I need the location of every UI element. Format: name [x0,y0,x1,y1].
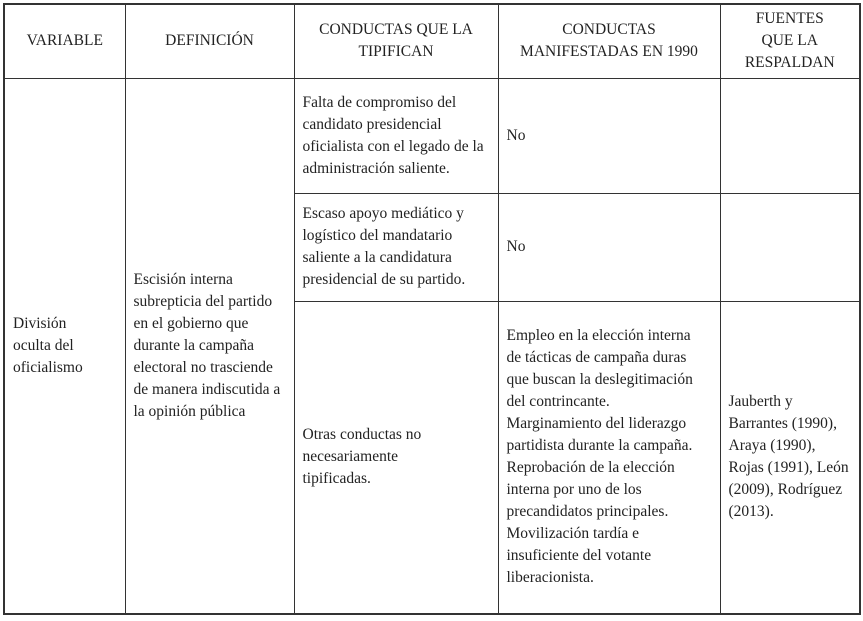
cell-conducta: Falta de compromiso del candidato presidencial oficialista con el legado de la administración saliente. [294,78,498,193]
header-definicion: DEFINICIÓN [125,4,294,78]
cell-conducta: Escaso apoyo mediático y logístico del mandatario saliente a la candidatura presidencial de su partido. [294,193,498,301]
header-fuentes: FUENTES QUE LA RESPALDAN [720,4,860,78]
cell-manifestada: No [498,78,720,193]
cell-fuentes [720,78,860,193]
cell-manifestada: No [498,193,720,301]
header-variable: VARIABLE [4,4,125,78]
cell-definicion [125,78,294,614]
header-row [4,4,860,78]
cell-conducta: Otras conductas no necesariamente tipificadas. [294,301,498,614]
cell-manifestada: Empleo en la elección interna de tácticas de campaña duras que buscan la deslegitimación del contrincante. Marginamiento del liderazgo partidista durante la campaña. Reprobación de la elección interna por uno de los precandidatos principales. Movilización tardía e insuficiente del votante liberacionista. [498,301,720,614]
table-row [4,78,860,193]
cell-fuentes [720,193,860,301]
header-conductas-manifestadas: CONDUCTAS MANIFESTADAS EN 1990 [498,4,720,78]
variables-table [3,3,861,615]
header-conductas-tipifican: CONDUCTAS QUE LA TIPIFICAN [294,4,498,78]
cell-fuentes: Jauberth y Barrantes (1990), Araya (1990), Rojas (1991), León (2009), Rodríguez (2013). [720,301,860,614]
cell-variable [4,78,125,614]
definicion-text: Escisión interna subrepticia del partido en el gobierno que durante la campaña electoral no trasciende de manera indiscutida a la opinión pública [133,270,281,420]
variable-text: División oculta del oficialismo [13,314,83,376]
